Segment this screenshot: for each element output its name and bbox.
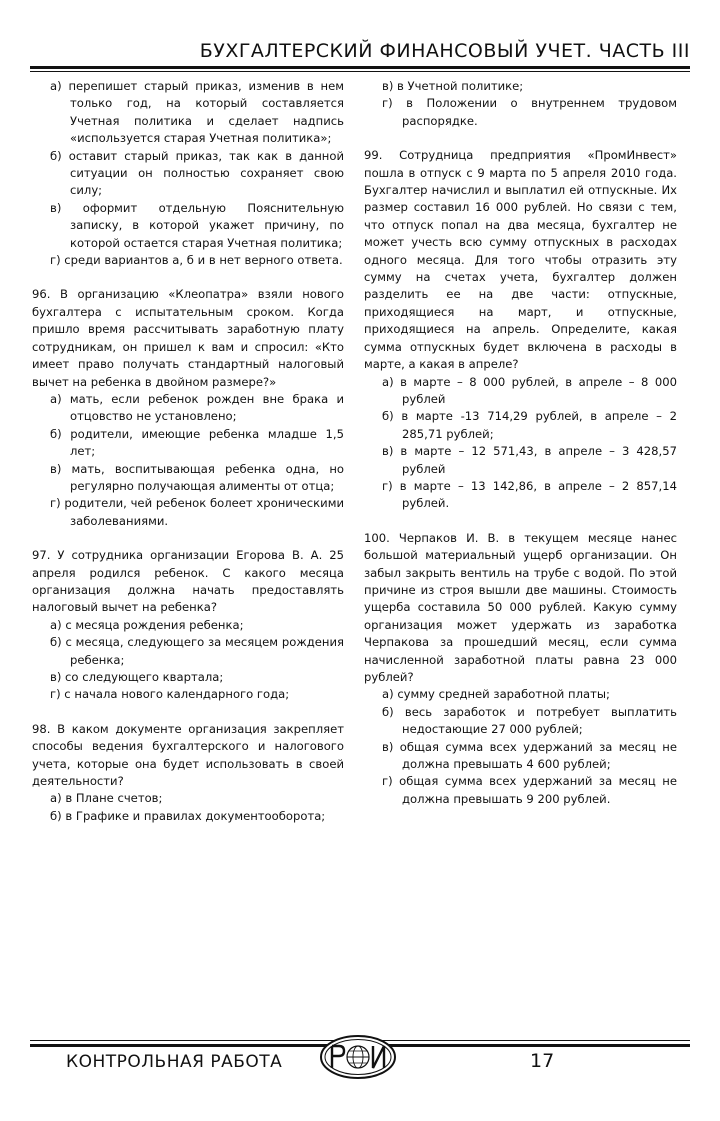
option: г) среди вариантов а, б и в нет верного ответа.: [50, 253, 343, 268]
option: б) весь заработок и потребует выплатить недостающие 27 000 рублей;: [382, 704, 677, 737]
question-98-continued: [364, 78, 677, 130]
option: б) в марте -13 714,29 рублей, в апреле – 2 285,71 рублей;: [382, 409, 677, 441]
option: а) перепишет старый приказ, изменив в нем только год, на который составляется Учетная политика и сделает надпись «используется старая Учетная политика»;: [50, 79, 344, 146]
question-99: [364, 147, 677, 513]
option: в) оформит отдельную Пояснительную записку, в которой укажет причину, по которой остается старая Учетная политика;: [50, 200, 344, 250]
option: г) с начала нового календарного года;: [50, 687, 290, 702]
option: в) общая сумма всех удержаний за месяц не должна превышать 4 600 рублей;: [382, 739, 677, 772]
option: г) в Положении о внутреннем трудовом распорядке.: [382, 96, 677, 128]
question-98: [32, 721, 344, 825]
page-number: 17: [530, 1050, 555, 1072]
question-97: [32, 547, 344, 704]
option: в) в марте – 12 571,43, в апреле – 3 428,57 рублей: [382, 444, 677, 476]
header-rule-thick: [30, 66, 690, 69]
option: в) со следующего квартала;: [50, 670, 224, 684]
left-column: [32, 78, 344, 825]
question-96: [32, 286, 344, 530]
option: а) в марте – 8 000 рублей, в апреле – 8 000 рублей: [382, 374, 677, 406]
rfi-logo-icon: [318, 1034, 398, 1080]
option: г) родители, чей ребенок болеет хроническими заболеваниями.: [50, 496, 344, 528]
question-text: 96. В организацию «Клеопатра» взяли нового бухгалтера с испытательным сроком. Когда пришло время рассчитывать заработную плату сотрудникам, он пришел к вам и спросил: «Кто имеет право получать стандартный налоговый вычет на ребенка в двойном размере?»: [32, 287, 344, 389]
option: в) в Учетной политике;: [382, 79, 524, 93]
option: г) в марте – 13 142,86, в апреле – 2 857,14 рублей.: [382, 478, 677, 511]
option: в) мать, воспитывающая ребенка одна, но регулярно получающая алименты от отца;: [50, 461, 344, 493]
header-rule-thin: [30, 71, 690, 72]
option: а) сумму средней заработной платы;: [382, 687, 610, 702]
option: б) родители, имеющие ребенка младше 1,5 лет;: [50, 426, 344, 459]
option: а) в Плане счетов;: [50, 791, 163, 806]
option: а) мать, если ребенок рожден вне брака и отцовство не установлено;: [50, 391, 344, 424]
running-header: БУХГАЛТЕРСКИЙ ФИНАНСОВЫЙ УЧЕТ. ЧАСТЬ III: [199, 40, 690, 62]
option: б) с месяца, следующего за месяцем рождения ребенка;: [50, 635, 344, 667]
option: б) оставит старый приказ, так как в данной ситуации он полностью сохраняет свою силу;: [50, 148, 344, 198]
question-text: 100. Черпаков И. В. в текущем месяце нанес большой материальный ущерб организации. Он забыл закрыть вентиль на трубе с водой. По этой причине из строя вышли две машины. Стоимость ущерба составила 50 000 рублей. Какую сумму организация может удержать из заработка Черпакова за прошедший месяц, если сумма начисленной заработной платы равна 23 000 рублей?: [364, 530, 677, 684]
question-95-continued: [32, 78, 344, 269]
option: а) с месяца рождения ребенка;: [50, 617, 244, 632]
footer-label: КОНТРОЛЬНАЯ РАБОТА: [66, 1052, 283, 1072]
question-100: [364, 530, 677, 809]
option: г) общая сумма всех удержаний за месяц не должна превышать 9 200 рублей.: [382, 774, 677, 806]
option: б) в Графике и правилах документооборота;: [50, 808, 326, 823]
right-column: [364, 78, 677, 808]
question-text: 98. В каком документе организация закрепляет способы ведения бухгалтерского и налогового учета, которые она будет использовать в своей деятельности?: [32, 721, 344, 789]
question-text: 99. Сотрудница предприятия «ПромИнвест» пошла в отпуск с 9 марта по 5 апреля 2010 года. Бухгалтер начислил и выплатил ей отпускные. Их размер составил 16 000 рублей. Но связи с тем, что отпуск попал на два месяца, бухгалтер не может учесть всю сумму отпускных в расходах одного месяца. Для того чтобы отразить эту сумму на счетах учета, бухгалтер должен разделить ее на две части: отпускные, приходящиеся на март, и отпускные, приходящиеся на апрель. Определите, какая сумма отпускных будет включена в расходы в марте, а какая в апреле?: [364, 148, 677, 372]
question-text: 97. У сотрудника организации Егорова В. А. 25 апреля родился ребенок. С какого месяца организация должна начать предоставлять налоговый вычет на ребенка?: [32, 548, 344, 615]
